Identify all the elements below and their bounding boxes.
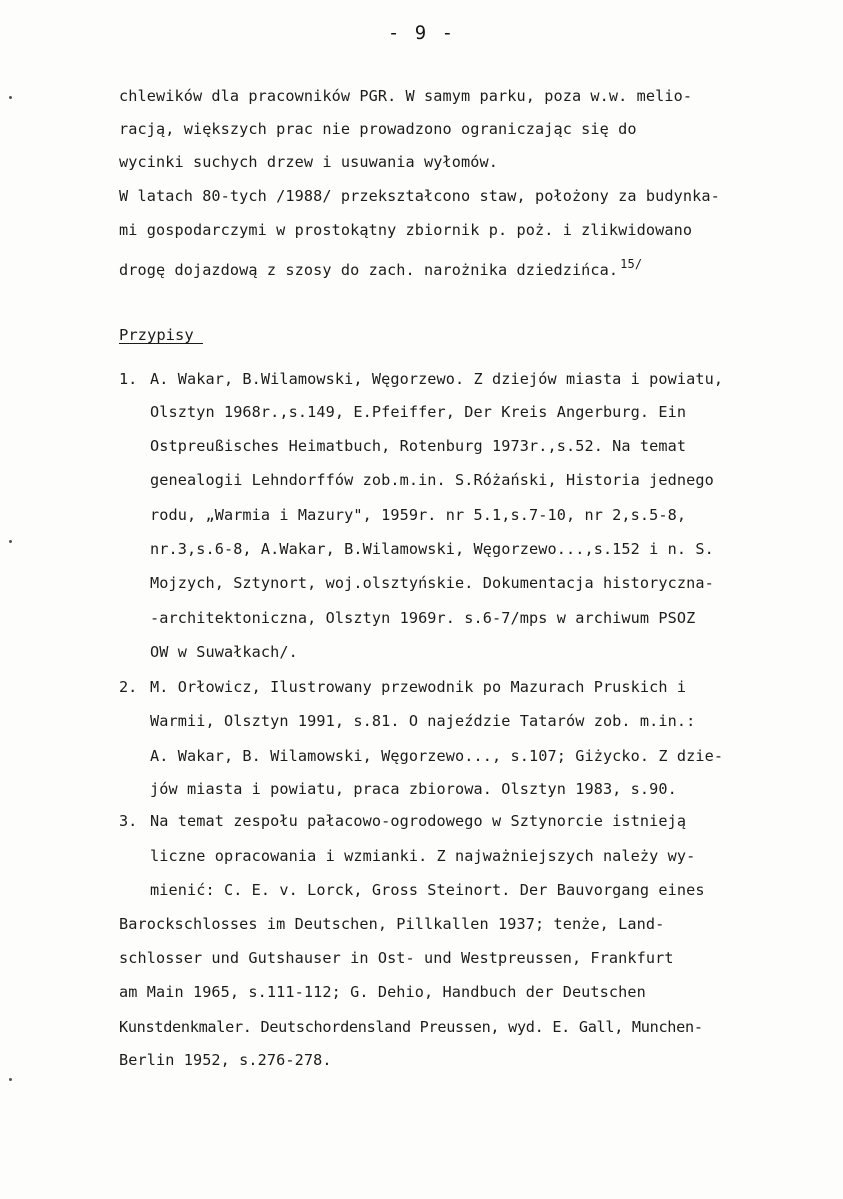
footnote-line: genealogii Lehndorffów zob.m.in. S.Różański, Historia jednego xyxy=(150,471,714,489)
footnote-line: Mojzych, Sztynort, woj.olsztyńskie. Dokumentacja historyczna- xyxy=(150,574,714,592)
paragraph-line-last xyxy=(119,254,642,280)
footnote-line: Berlin 1952, s.276-278. xyxy=(119,1051,332,1069)
paragraph-line: racją, większych prac nie prowadzono ograniczając się do xyxy=(119,120,637,138)
footnote-line: Olsztyn 1968r.,s.149, E.Pfeiffer, Der Kreis Angerburg. Ein xyxy=(150,403,687,421)
paragraph-line-text: drogę dojazdową z szosy do zach. narożnika dziedzińca. xyxy=(119,261,619,279)
footnote-line: liczne opracowania i wzmianki. Z najważniejszych należy wy- xyxy=(150,847,696,865)
footnote-line: rodu, „Warmia i Mazury", 1959r. nr 5.1,s.7-10, nr 2,s.5-8, xyxy=(150,506,687,524)
paragraph-line: mi gospodarczymi w prostokątny zbiornik p. poż. i zlikwidowano xyxy=(119,221,693,239)
footnote-line: Warmii, Olsztyn 1991, s.81. O najeździe Tatarów zob. m.in.: xyxy=(150,712,696,730)
footnote-number: 2. xyxy=(119,678,138,696)
footnote-number: 3. xyxy=(119,812,138,830)
footnote-line: A. Wakar, B.Wilamowski, Węgorzewo. Z dziejów miasta i powiatu, xyxy=(150,370,724,388)
page-number: - 9 - xyxy=(387,22,456,44)
footnote-line: Na temat zespołu pałacowo-ogrodowego w Sztynorcie istnieją xyxy=(150,812,687,830)
paragraph-line: wycinki suchych drzew i usuwania wyłomów. xyxy=(119,153,498,171)
footnotes-heading: Przypisy_ xyxy=(119,326,203,344)
footnote-line: jów miasta i powiatu, praca zbiorowa. Olsztyn 1983, s.90. xyxy=(150,780,677,798)
footnote-line: mienić: C. E. v. Lorck, Gross Steinort. Der Bauvorgang eines xyxy=(150,881,705,899)
paragraph-line: chlewików dla pracowników PGR. W samym parku, poza w.w. melio- xyxy=(119,87,693,105)
footnote-line: OW w Suwałkach/. xyxy=(150,643,298,661)
margin-dot xyxy=(9,1078,12,1081)
paragraph-line: W latach 80-tych /1988/ przekształcono staw, położony za budynka- xyxy=(119,187,720,205)
footnote-line: Barockschlosses im Deutschen, Pillkallen 1937; tenże, Land- xyxy=(119,915,665,933)
footnote-line: -architektoniczna, Olsztyn 1969r. s.6-7/mps w archiwum PSOZ xyxy=(150,609,696,627)
margin-dot xyxy=(9,96,12,99)
footnote-line: Kunstdenkmaler. Deutschordensland Preussen, wyd. E. Gall, Munchen- xyxy=(119,1018,703,1036)
footnote-number: 1. xyxy=(119,370,138,388)
footnote-reference: 15/ xyxy=(620,257,643,271)
footnote-line: schlosser und Gutshauser in Ost- und Westpreussen, Frankfurt xyxy=(119,949,674,967)
footnote-line: nr.3,s.6-8, A.Wakar, B.Wilamowski, Węgorzewo...,s.152 i n. S. xyxy=(150,540,714,558)
footnote-line: M. Orłowicz, Ilustrowany przewodnik po Mazurach Pruskich i xyxy=(150,678,687,696)
margin-dot xyxy=(9,540,12,543)
footnote-line: A. Wakar, B. Wilamowski, Węgorzewo..., s.107; Giżycko. Z dzie- xyxy=(150,747,724,765)
footnote-line: am Main 1965, s.111-112; G. Dehio, Handbuch der Deutschen xyxy=(119,983,646,1001)
footnote-line: Ostpreußisches Heimatbuch, Rotenburg 1973r.,s.52. Na temat xyxy=(150,437,687,455)
